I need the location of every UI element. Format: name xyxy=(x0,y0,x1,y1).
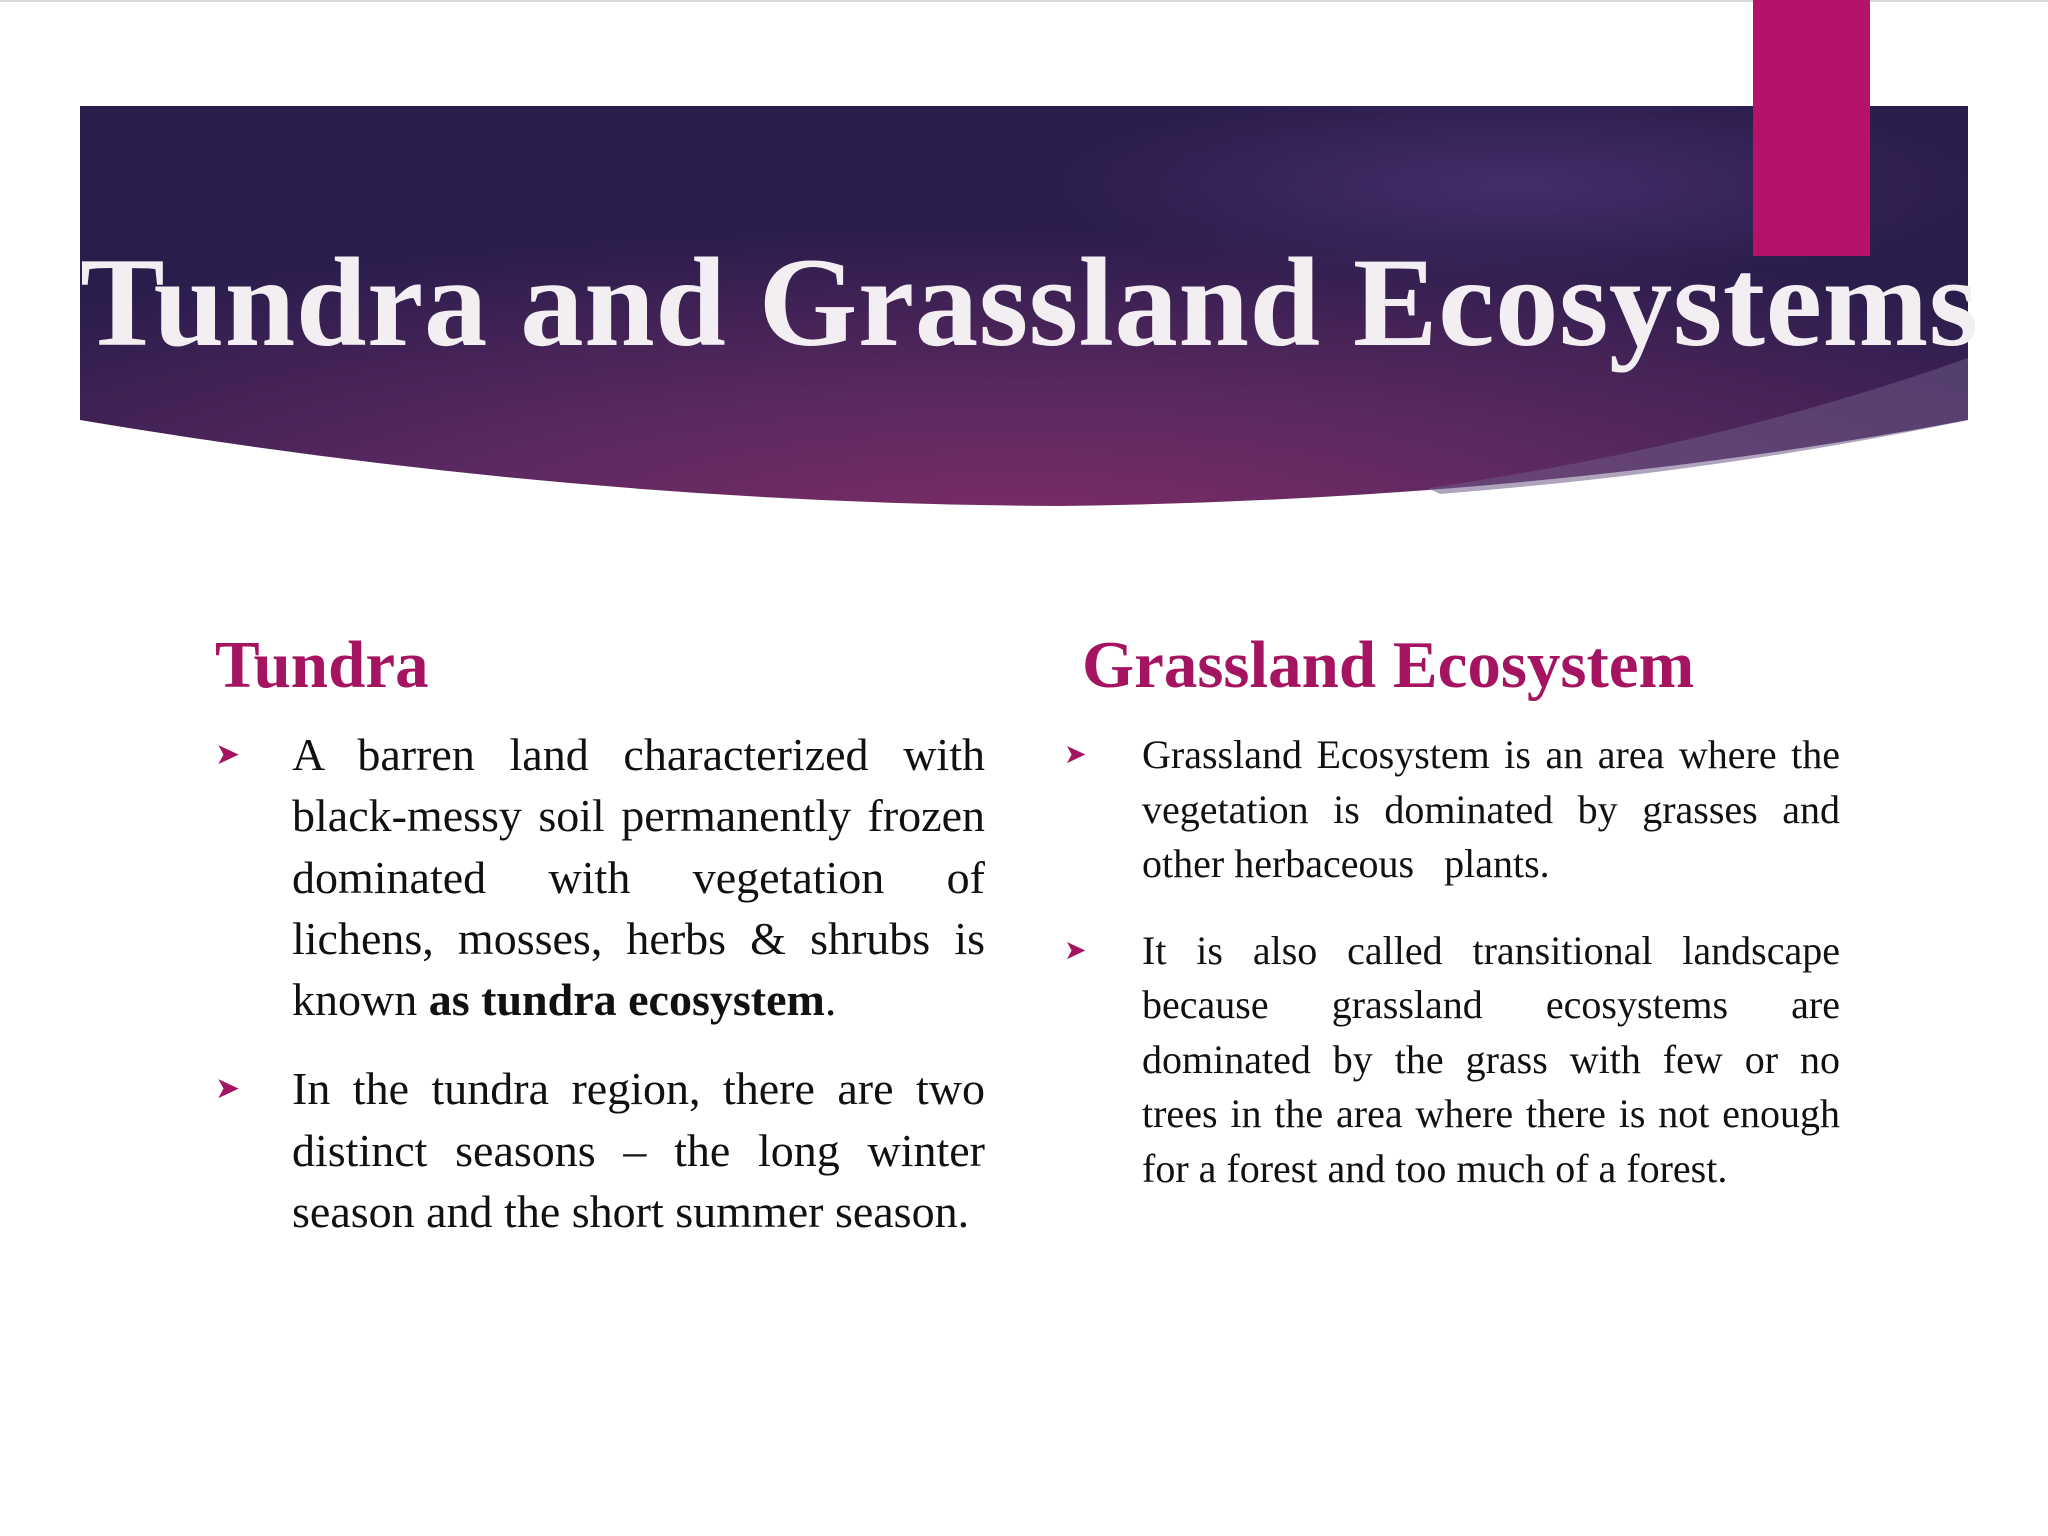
bullet-text-end: . xyxy=(824,974,837,1026)
tundra-bullet-list xyxy=(215,724,985,1242)
list-item xyxy=(215,1058,985,1242)
list-item xyxy=(1060,728,1840,892)
bullet-text: It is also called transitional landscape because grassland ecosystems are dominated by the grass with few or no trees in the area where there is not enough for a forest and too much of a forest. xyxy=(1142,927,1840,1191)
arrowhead-bullet-icon: ➤ xyxy=(1064,934,1087,966)
bullet-text: In the tundra region, there are two distinct seasons – the long winter season and the short summer season. xyxy=(292,1063,985,1238)
bold-text: ecosystem xyxy=(628,974,825,1026)
grassland-heading: Grassland Ecosystem xyxy=(1082,628,1695,702)
bullet-text: A barren land characterized with black-messy soil permanently frozen dominated with vegetation of lichens, mosses, herbs & shrubs is known xyxy=(292,729,985,1026)
tundra-heading: Tundra xyxy=(215,628,429,702)
arrowhead-bullet-icon: ➤ xyxy=(215,737,241,772)
grassland-column xyxy=(1060,620,1840,1196)
arrowhead-bullet-icon: ➤ xyxy=(215,1071,241,1107)
accent-bar xyxy=(1753,0,1870,256)
bold-text: as tundra xyxy=(428,974,617,1026)
slide-title: Tundra and Grassland Ecosystems xyxy=(80,233,1979,373)
list-item xyxy=(1060,924,1840,1197)
bullet-text: Grassland Ecosystem is an area where the vegetation is dominated by grasses and other herbaceous plants. xyxy=(1142,732,1840,886)
grassland-bullet-list xyxy=(1060,728,1840,1196)
list-item xyxy=(215,724,985,1030)
tundra-column xyxy=(215,620,985,1242)
arrowhead-bullet-icon: ➤ xyxy=(1064,739,1087,770)
